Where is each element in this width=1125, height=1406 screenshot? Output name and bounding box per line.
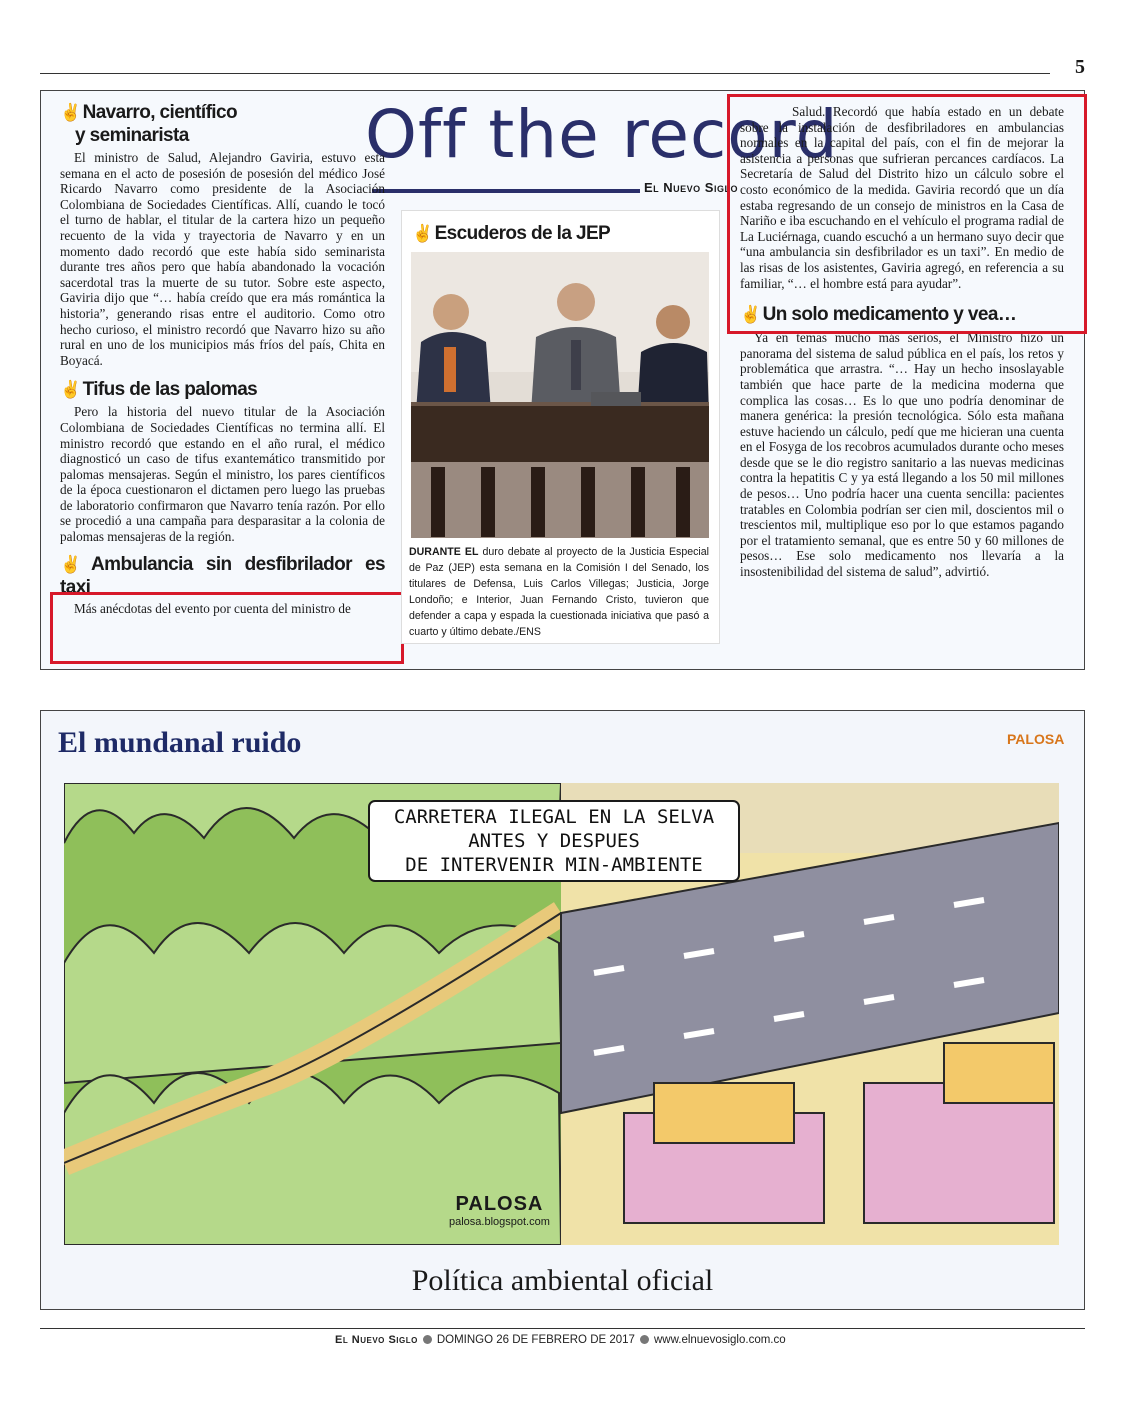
navarro-body: El ministro de Salud, Alejandro Gaviria, estuvo esta semana en el acto de posesión de posesión del médico José Ricardo Navarro como presidente de la Asociación Colombiana de Sociedades Científicas. Allí, cuando le tocó el turno de hablar, el titular de la cartera hizo un pequeño recuento de la vida y trayectoria de Navarro y en un momento dado recordó que este había sido seminarista durante tres años pero que había abandonado la vocación sacerdotal tras la muerte de su tutor. Sobre este aspecto, Gaviria dijo que “… había creído que era más romántica la historia”, generando risas entre el auditorio. Como otro hecho curioso, el ministro recordó que Navarro hizo su año rural en uno de los municipios más fríos del país, Chita en Boyacá. (60, 150, 385, 368)
cartoon-image (64, 783, 1059, 1245)
jep-photo-illustration (411, 252, 709, 538)
cartoon-bubble (369, 805, 739, 877)
navarro-heading-line1: Navarro, científico (82, 102, 237, 123)
jep-caption-text: duro debate al proyecto de la Justicia Especial de Paz (JEP) esta semana en la Comisión I del Senado, los titulares de Defensa, Luis Carlos Villegas; Justicia, Jorge Londoño; e Interior, Juan Fernando Cristo, tuvieron que defender a capa y espada la cuestionada iniciativa que pasó a cuarto y último debate./ENS (409, 546, 709, 638)
navarro-heading-2: y seminarista (75, 125, 189, 146)
medicamento-body: Ya en temas mucho más serios, el Ministro hizo un panorama del sistema de salud pública en el país, los retos y problemática que arrastra. “… Hay un hecho insoslayable también que hace parte de la medicina moderna que complica las cosas… Es lo que uno podría denominar de manera genérica: la presión tecnológica. Sólo esta mañana estuve haciendo un cálculo, pedí que me hicieran una cuenta en el Fosyga de los recobros acumulados durante ocho meses desde que se le dio registro sanitario a las nuevas medicinas contra la hepatitis C y ya está llegando a los 50 mil millones de pesos… Uno podría hacer una cuenta sencilla: pacientes tratables en Colombia podrían ser cien mil, doscientos mil o trescientos mil, multiplique eso por lo que estamos pagando por el tratamiento semanal, que es entre 50 y 60 millones de pesos… Ese solo medicamento nos llevaría a la insostenibilidad del sistema de salud”, advirtió. (740, 330, 1064, 580)
victory-hand-icon: ✌ (412, 224, 433, 243)
navarro-heading (60, 101, 385, 124)
footer-date: DOMINGO 26 DE FEBRERO DE 2017 (436, 1334, 635, 1346)
page-number: 5 (1075, 56, 1085, 78)
bullet-icon (423, 1335, 432, 1344)
bubble-line1: CARRETERA ILEGAL EN LA SELVA (393, 806, 715, 828)
jep-heading (412, 222, 610, 245)
ambulancia-heading-text: Ambulancia sin desfibrilador es taxi (60, 553, 385, 598)
top-rule (40, 73, 1050, 74)
title-underline (372, 189, 640, 193)
footer-url[interactable]: www.elnuevosiglo.com.co (653, 1334, 786, 1346)
section-title-part1: Off the recor (365, 96, 796, 173)
jep-caption-lead: DURANTE EL (409, 546, 479, 558)
signature-name: PALOSA (455, 1193, 544, 1215)
highlight-box-right (727, 94, 1087, 334)
jep-photo (411, 252, 709, 538)
victory-hand-icon: ✌ (740, 305, 761, 325)
tifus-heading-text: Tifus de las palomas (82, 379, 258, 401)
jep-caption (409, 544, 709, 640)
brand-label: El Nuevo Siglo (644, 180, 738, 195)
footer-brand: El Nuevo Siglo (335, 1334, 418, 1346)
cartoon-section-title: El mundanal ruido (58, 726, 302, 759)
cartoon-caption: Política ambiental oficial (411, 1264, 714, 1297)
tifus-body: Pero la historia del nuevo titular de la Asociación Colombiana de Sociedades Científicas no termina allí. El ministro recordó que estando en el año rural, el médico diagnosticó un caso de tifus exantemático transmitido por palomas mensajeras. Según el ministro, los pares científicos de la época cuestionaron el dictamen pero luego las pruebas de laboratorio confirmaron que Navarro tenía razón. Por ello se procedió a una campaña para desparasitar a la colonia de palomas mensajeras de la región. (60, 404, 385, 545)
bullet-icon (640, 1335, 649, 1344)
bubble-line2: ANTES Y DESPUES (468, 830, 640, 852)
cartoon-signature (449, 1193, 550, 1228)
victory-hand-icon: ✌ (60, 554, 90, 574)
ambulancia-body-continued: Salud. Recordó que había estado en un debate sobre la instalación de desfibriladores en ambulancias normales en la capital del país, con el fin de mejorar la asistencia a personas que sufrieran percances cardíacos. La Secretaría de Salud del Distrito hizo un cálculo sobre el costo económico de la medida. Gaviria recordó que un día estaba regresando de un consejo de ministros en la Casa de Nariño e iba escuchando en el vehículo el programa radial de La Luciérnaga, cuando escuchó a un hermano suyo decir que “una ambulancia sin desfibrilador es un taxi”. En medio de las risas de los asistentes, Gaviria agregó, en referencia a su familiar, “… el hombre está para ayudar”. (740, 104, 1064, 291)
highlight-box-left (50, 592, 404, 664)
column-left (60, 101, 385, 616)
section-title-part2: d (795, 96, 839, 173)
jep-heading-text: Escuderos de la JEP (434, 223, 611, 244)
cartoon-author: PALOSA (1007, 731, 1065, 747)
signature-url: palosa.blogspot.com (449, 1216, 550, 1228)
bubble-line3: DE INTERVENIR MIN-AMBIENTE (405, 854, 703, 876)
victory-hand-icon: ✌ (60, 380, 81, 400)
ambulancia-body-start: Más anécdotas del evento por cuenta del ministro de (74, 600, 351, 616)
footer (335, 1334, 786, 1346)
victory-hand-icon: ✌ (60, 103, 81, 122)
medicamento-heading-text: Un solo medicamento y vea… (762, 304, 1017, 326)
footer-rule (40, 1328, 1085, 1329)
tifus-heading (60, 378, 385, 401)
